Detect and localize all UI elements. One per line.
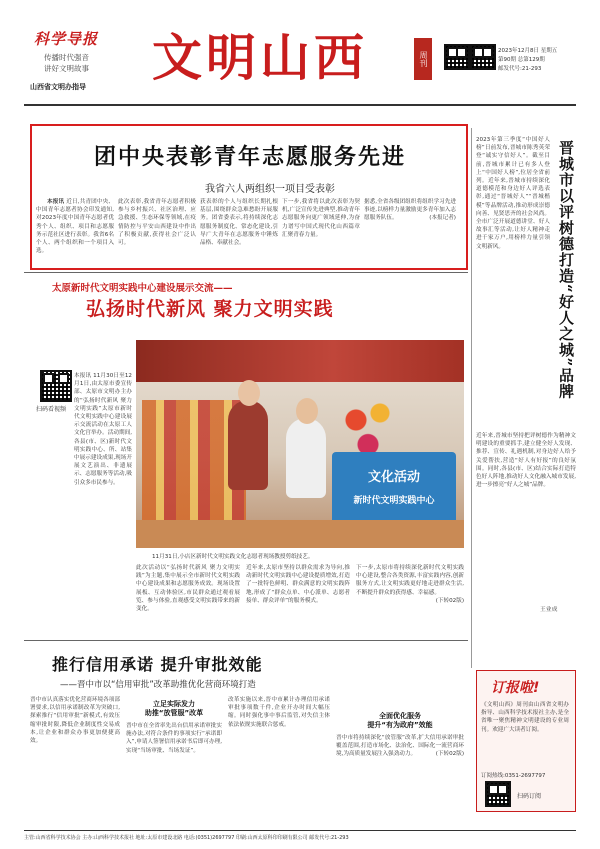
photo-banner <box>136 340 464 382</box>
promo-text: 《文明山西》周刊由山西省文明办指导、山西科学技术报社主办,是全省唯一聚焦精神文明建设的专业周刊。欢迎广大读者订阅。 <box>481 702 569 733</box>
bottom-title: 推行信用承诺 提升审批效能 <box>52 655 263 674</box>
paper-name: 科学导报 <box>34 30 99 48</box>
photo-sign <box>332 452 456 530</box>
main-col-c <box>356 564 464 634</box>
photo-sign-line-2: 新时代文明实践中心 <box>353 496 435 506</box>
lead-col-3: 获表彰的个人与组织长期扎根基层,围绕群众急难愁盼开展服务。团省委表示,将持续深化志愿服务制度化、常态化建设,引导广大青年在志愿服务中锤炼品格、奉献社会。 <box>200 199 278 247</box>
side-body: 2023年第三季度“中国好人榜”日前发布,晋城市陈秀英荣登“诚实守信好人”。截至目前,晋城市累计已有多人登上“中国好人榜”,位居全省前列。近年来,晋城市持续深化道德模范和身边好人评选表彰,通过“晋城好人”“晋城楷模”等品牌活动,推动形成崇德向善、见贤思齐的社会风尚。全市广泛开展道德讲堂、好人故事汇等活动,让好人精神走进千家万户,用榜样力量引领文明新风。 <box>476 137 550 250</box>
lead-col-5-text: 据悉,全省各级团组织将组织学习先进事迹,以榜样力量激励更多青年加入志愿服务队伍。 <box>364 199 456 222</box>
masthead-slogan-2: 讲好文明故事 <box>44 64 89 73</box>
bottom-subhead-2 <box>338 712 462 730</box>
side-body-2: 近年来,晋城市坚持把评树德作为精神文明建设的重要抓手,建立健全好人发现、推荐、宣传、礼遇机制,对身边好人给予关爱帮扶,营造“好人有好报”的良好氛围。同时,各县(市、区)结合实际打造特色好人阵地,推动好人文化融入城市发展,进一步擦亮“好人之城”品牌。 <box>476 433 576 489</box>
main-col-b: 近年来,太原市坚持以群众需求为导向,推动新时代文明实践中心建设提质增效,打造了一批特色鲜明、群众满意的文明实践阵地,形成了“群众点单、中心派单、志愿者接单、群众评单”的服务模式。 <box>246 565 350 604</box>
lead-byline: 本报讯 <box>47 199 65 205</box>
masthead-title: 文明山西 <box>152 28 368 87</box>
side-headline: 晋城市以评树德打造“好人之城”品牌 <box>557 140 575 400</box>
masthead-qr-code <box>444 44 470 70</box>
side-byline: 王业成 <box>540 607 558 613</box>
lead-bottom-rule <box>24 272 468 273</box>
main-photo <box>136 340 464 548</box>
bottom-col-4-text: 晋中市将持续深化“放管服”改革,扩大信用承诺审批覆盖范围,打造市场化、法治化、国际化一流营商环境,为高质量发展注入强劲动力。 <box>336 735 464 758</box>
main-col-a: 此次活动以“弘扬时代新风 聚力文明实践”为主题,集中展示全市新时代文明实践中心建设成果和志愿服务成效。现场设置展板、互动体验区,市民群众通过观看展览、参与体验,直观感受文明实践带来的新变化。 <box>136 565 240 613</box>
main-scan-label: 扫码看视频 <box>36 406 67 413</box>
main-left-col-2 <box>28 420 72 542</box>
bottom-subhead-1-line-2: 助推“放管服”改革 <box>144 709 204 717</box>
bottom-subhead-2-line-2: 提升“有为政府”效能 <box>367 721 433 729</box>
bottom-col-2: 晋中市在全省率先出台信用承诺审批实施办法,对符合条件的事项实行“承诺即入”,申请人签署信用承诺书后即可办理,实现“当场审批、当场发证”。 <box>126 723 222 754</box>
main-title: 弘扬时代新风 聚力文明实践 <box>86 298 334 320</box>
photo-person-2-head <box>296 398 318 424</box>
bottom-col-3: 改革实施以来,晋中市累计办理信用承诺审批事项数千件,企业开办时间大幅压缩。同时强化事中事后监管,对失信主体依法依规实施联合惩戒。 <box>228 697 330 728</box>
promo-scan: 扫码订阅 <box>517 793 542 800</box>
bottom-subtitle: ——晋中市以“信用审批”改革助推优化营商环境打造 <box>60 680 256 690</box>
main-photo-caption: 11月31日,小店区新时代文明实践文化志愿者现场教授剪纸技艺。 <box>152 554 314 560</box>
main-left-col: 本报讯 11月30日至12月1日,由太原市委宣传部、太原市文明办主办的“弘扬时代新风 聚力文明实践”太原市新时代文明实践中心建设展示交流活动在太原工人文化宫举办。活动期间,各县(市、区)新时代文明实践中心、所、站集中展示建设成果,现场开展文艺演出、非遗展示、志愿服务等活动,吸引众多市民参与。 <box>74 373 132 486</box>
photo-sign-line-1: 文化活动 <box>367 470 420 485</box>
bottom-col-4 <box>336 734 464 826</box>
photo-table <box>136 520 464 548</box>
masthead-issue: 第90期 总第129期 <box>498 57 545 63</box>
main-col-c-text: 下一步,太原市将持续深化新时代文明实践中心建设,整合各类资源,丰富实践内容,创新服务方式,让文明实践更好地走进群众生活,不断提升群众的获得感、幸福感。 <box>356 565 464 596</box>
photo-person-1 <box>228 400 268 490</box>
bottom-subhead-2-line-1: 全面优化服务 <box>379 712 421 720</box>
masthead-badge: 周刊 <box>414 38 432 80</box>
masthead-qr-code-2 <box>470 44 496 70</box>
masthead-date: 2023年12月8日 星期五 <box>498 48 558 54</box>
sidebar-divider <box>471 128 472 668</box>
lead-col-5 <box>364 198 456 262</box>
lead-title: 团中央表彰青年志愿服务先进 <box>93 144 406 170</box>
bottom-editor: (下转02版) <box>435 751 464 758</box>
lead-col-1-text: 近日,共青团中央、中国青年志愿者协会印发通知,对2023年度中国青年志愿者优秀个人、组织、项目和志愿服务示范社区进行表彰。我省6名个人、两个组织和一个项目入选。 <box>36 199 114 255</box>
photo-person-2 <box>286 418 326 498</box>
bottom-col-1: 晋中市认真落实优化营商环境各项部署要求,以信用承诺制改革为突破口,探索推行“信用审批”新模式,有效压缩审批时限,降低企业制度性交易成本,让企业和群众办事更加便捷高效。 <box>30 697 120 745</box>
masthead-slogan-1: 传播时代强音 <box>44 53 89 62</box>
main-kicker: 太原新时代文明实践中心建设展示交流—— <box>52 283 233 294</box>
promo-box <box>476 670 576 812</box>
lead-col-2: 此次表彰,我省青年志愿者积极参与乡村振兴、社区治理、应急救援、生态环保等领域,在疫情防控与平安山西建设中作出了积极贡献,获得社会广泛认可。 <box>118 199 196 247</box>
promo-label: 订报啦! <box>491 680 540 696</box>
masthead-guide: 山西省文明办指导 <box>30 83 86 91</box>
masthead-rule <box>24 104 576 106</box>
main-editor: (下转02版) <box>435 597 464 604</box>
bottom-top-rule <box>24 640 468 641</box>
lead-col-1 <box>36 198 114 262</box>
masthead-code: 邮发代号:21-293 <box>498 66 542 72</box>
lead-editor: (本报记者) <box>429 215 456 222</box>
promo-qr-code <box>485 781 511 807</box>
promo-phone: 订阅热线:0351-2697797 <box>481 773 546 779</box>
footer-text: 主管:山西省科学技术协会 主办:山西科学技术报社 地址:太原市建设北路 电话:(0351)2697797 印刷:山西太原科印印刷有限公司 邮发代号:21-293 <box>24 835 349 841</box>
photo-person-1-head <box>238 380 260 406</box>
main-qr-code <box>40 370 72 402</box>
bottom-subhead-1 <box>128 700 220 718</box>
bottom-subhead-1-line-1: 立足实际发力 <box>153 700 195 708</box>
footer-rule <box>24 830 576 831</box>
lead-subtitle: 我省六人两组织一项目受表彰 <box>205 184 335 195</box>
lead-col-4: 下一步,我省将以此次表彰为契机,广泛宣传先进典型,推动青年志愿服务向更广领域延伸,为奋力谱写中国式现代化山西篇章汇聚青春力量。 <box>282 199 360 238</box>
